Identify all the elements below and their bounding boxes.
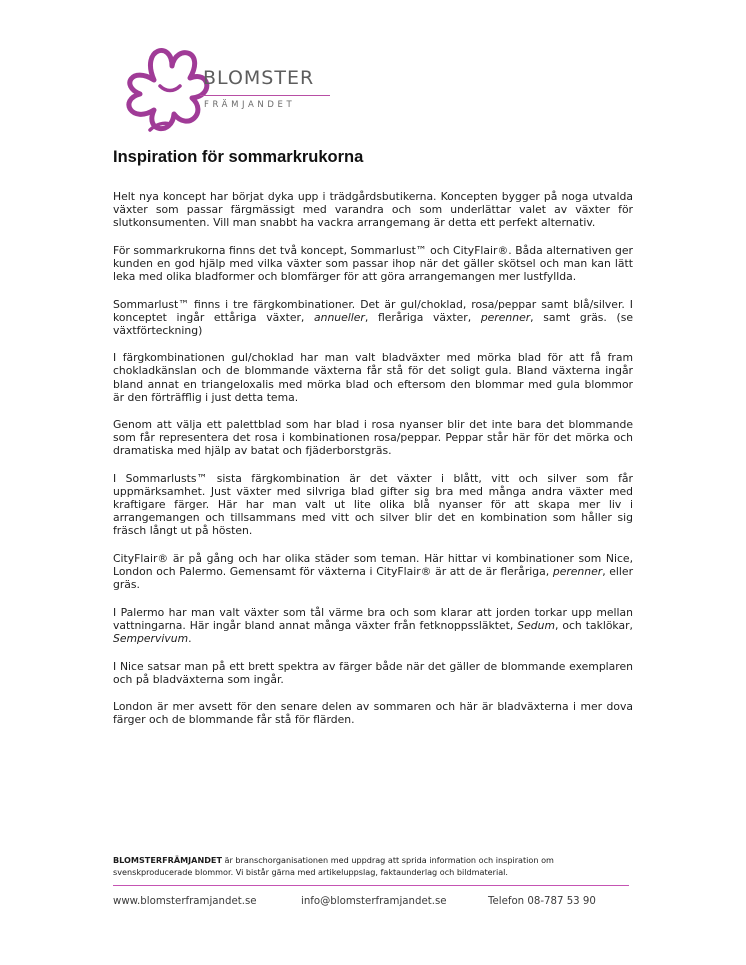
paragraph-text: I färgkombinationen gul/choklad har man valt bladväxter med mörka blad för att få fram chokladkänslan och de blommande växterna får stå för det soligt gula. Bland växterna ingår bland annat en triangeloxalis med mörka blad och eftersom den blommar med gula blommor är den förträfflig i just detta tema. bbox=[113, 351, 633, 404]
italic-term: annueller bbox=[314, 310, 365, 324]
email-link[interactable]: info@blomsterframjandet.se bbox=[301, 896, 447, 907]
paragraph-text: . bbox=[188, 631, 192, 645]
body-paragraph bbox=[113, 700, 633, 726]
paragraph-text: För sommarkrukorna finns det två koncept, Sommarlust™ och CityFlair®. Båda alternativen ger kunden en god hjälp med vilka växter som passar ihop när det gäller skötsel och man kan lätt leka med olika bladformer och blomfärger för att göra arrangemangen mer lustfyllda. bbox=[113, 243, 633, 283]
body-paragraph bbox=[113, 244, 633, 283]
body-paragraph bbox=[113, 190, 633, 229]
brand-divider bbox=[200, 95, 330, 96]
paragraph-text: London är mer avsett för den senare delen av sommaren och här är bladväxterna i mer dova färger och de blommande får stå för flärden. bbox=[113, 700, 633, 727]
footer-divider bbox=[113, 885, 629, 886]
paragraph-text: , samt gräs. (se växtförteckning) bbox=[113, 310, 633, 337]
italic-term: Sempervivum bbox=[113, 631, 189, 645]
footer-org-description: är branschorganisationen med uppdrag att sprida information och inspiration om svenskproducerade blommor. Vi bistår gärna med artikeluppslag, faktaunderlag och bildmaterial. bbox=[113, 855, 554, 877]
phone-number: Telefon 08-787 53 90 bbox=[488, 896, 596, 907]
paragraph-text: I Palermo har man valt växter som tål värme bra och som klarar att jorden torkar upp mellan vattningarna. Här ingår bland annat många växter från fetknoppssläktet, bbox=[113, 605, 633, 632]
paragraph-text: Sommarlust™ finns i tre färgkombinationer. Det är gul/choklad, rosa/peppar samt blå/silver. I konceptet ingår ettåriga växter, bbox=[113, 297, 633, 324]
article-body bbox=[113, 190, 633, 741]
brand-subtitle: FRÄMJANDET bbox=[204, 100, 296, 110]
body-paragraph bbox=[113, 472, 633, 537]
paragraph-text: , eller gräs. bbox=[113, 565, 634, 592]
body-paragraph bbox=[113, 298, 633, 337]
footer-org-name: BLOMSTERFRÄMJANDET bbox=[113, 855, 222, 865]
paragraph-text: Helt nya koncept har börjat dyka upp i trädgårdsbutikerna. Koncepten bygger på noga utvalda växter som passar färgmässigt med varandra och som underlättar valet av växter för slutkonsumenten. Vill man snabbt ha vackra arrangemang är detta ett perfekt alternativ. bbox=[113, 190, 633, 230]
italic-term: Sedum bbox=[517, 618, 555, 632]
italic-term: perenner bbox=[480, 310, 531, 324]
body-paragraph bbox=[113, 606, 633, 645]
paragraph-text: I Sommarlusts™ sista färgkombination är det växter i blått, vitt och silver som får uppmärksamhet. Just växter med silvriga blad gifter sig bra med många andra växter med kraftigare färger. Här har man valt ut lite olika blå nyanser för att skapa mer liv i arrangemangen och tillsammans med vitt och silver blir det en kombination som håller sig fräsch långt ut på hösten. bbox=[113, 472, 633, 538]
footer-organisation-text bbox=[113, 855, 633, 878]
italic-term: perenner bbox=[552, 565, 603, 579]
paragraph-text: CityFlair® är på gång och har olika städer som teman. Här hittar vi kombinationer som Nice, London och Palermo. Gemensamt för växterna i CityFlair® är att de är fleråriga, bbox=[113, 551, 633, 579]
body-paragraph bbox=[113, 351, 633, 403]
website-link[interactable]: www.blomsterframjandet.se bbox=[113, 896, 257, 907]
body-paragraph bbox=[113, 660, 633, 686]
page-title: Inspiration för sommarkrukorna bbox=[113, 148, 364, 166]
paragraph-text: , och taklökar, bbox=[554, 618, 633, 632]
brand-name: BLOMSTER bbox=[203, 67, 315, 89]
paragraph-text: I Nice satsar man på ett brett spektra av färger både när det gäller de blommande exemplaren och på bladväxterna som ingår. bbox=[113, 659, 633, 686]
body-paragraph bbox=[113, 552, 633, 591]
flower-icon bbox=[129, 50, 207, 130]
body-paragraph bbox=[113, 418, 633, 457]
paragraph-text: , fleråriga växter, bbox=[364, 310, 481, 324]
paragraph-text: Genom att välja ett palettblad som har blad i rosa nyanser blir det inte bara det blommande som får representera det rosa i kombinationen rosa/peppar. Peppar står här för det mörka och dramatiska med hjälp av batat och fjäderborstgräs. bbox=[113, 418, 633, 458]
